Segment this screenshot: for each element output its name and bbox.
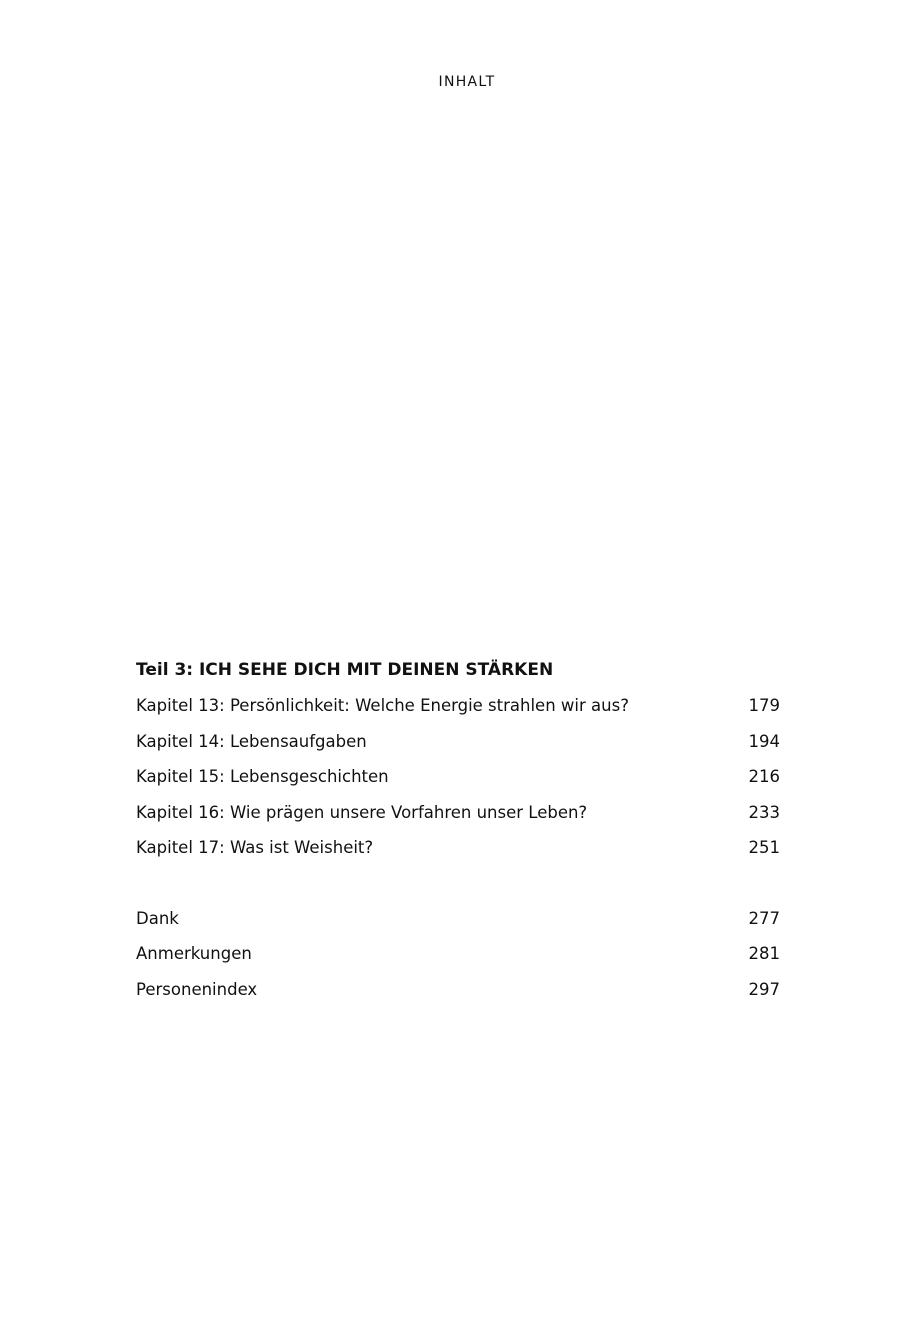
toc-entry-personenindex[interactable] <box>136 976 780 1012</box>
toc-entry-title: Anmerkungen <box>136 944 252 963</box>
toc-entry-title: Kapitel 16: Wie prägen unsere Vorfahren unser Leben? <box>136 802 588 822</box>
toc-entry-title: Kapitel 15: Lebensgeschichten <box>136 767 389 786</box>
section-spacer <box>136 870 780 905</box>
toc-entry-title: Kapitel 17: Was ist Weisheit? <box>136 838 374 857</box>
running-head: INHALT <box>438 74 496 90</box>
toc-entry-chapter-13[interactable] <box>136 692 780 728</box>
toc-entry-page: 281 <box>748 944 780 963</box>
toc-entry-dank[interactable] <box>136 905 780 941</box>
toc-entry-chapter-14[interactable] <box>136 728 780 764</box>
toc-entry-title: Kapitel 14: Lebensaufgaben <box>136 731 367 751</box>
part-heading: Teil 3: ICH SEHE DICH MIT DEINEN STÄRKEN <box>136 660 554 680</box>
toc-entry-page: 297 <box>748 979 780 999</box>
toc-entry-page: 194 <box>748 731 780 751</box>
toc-entry-page: 216 <box>748 767 780 786</box>
toc-entry-page: 179 <box>748 696 780 715</box>
toc-entry-chapter-17[interactable] <box>136 834 780 870</box>
toc-entry-chapter-15[interactable] <box>136 763 780 799</box>
toc-entry-page: 233 <box>748 802 780 822</box>
toc-entry-anmerkungen[interactable] <box>136 940 780 976</box>
toc-entry-title: Personenindex <box>136 979 258 999</box>
toc-entry-page: 251 <box>748 838 780 857</box>
toc-entry-chapter-16[interactable] <box>136 799 780 835</box>
table-of-contents <box>136 657 780 1011</box>
toc-entry-title: Dank <box>136 908 179 928</box>
toc-entry-page: 277 <box>748 908 780 928</box>
toc-entry-title: Kapitel 13: Persönlichkeit: Welche Energie strahlen wir aus? <box>136 696 629 715</box>
back-matter-list <box>136 905 780 1012</box>
chapter-list <box>136 692 780 870</box>
